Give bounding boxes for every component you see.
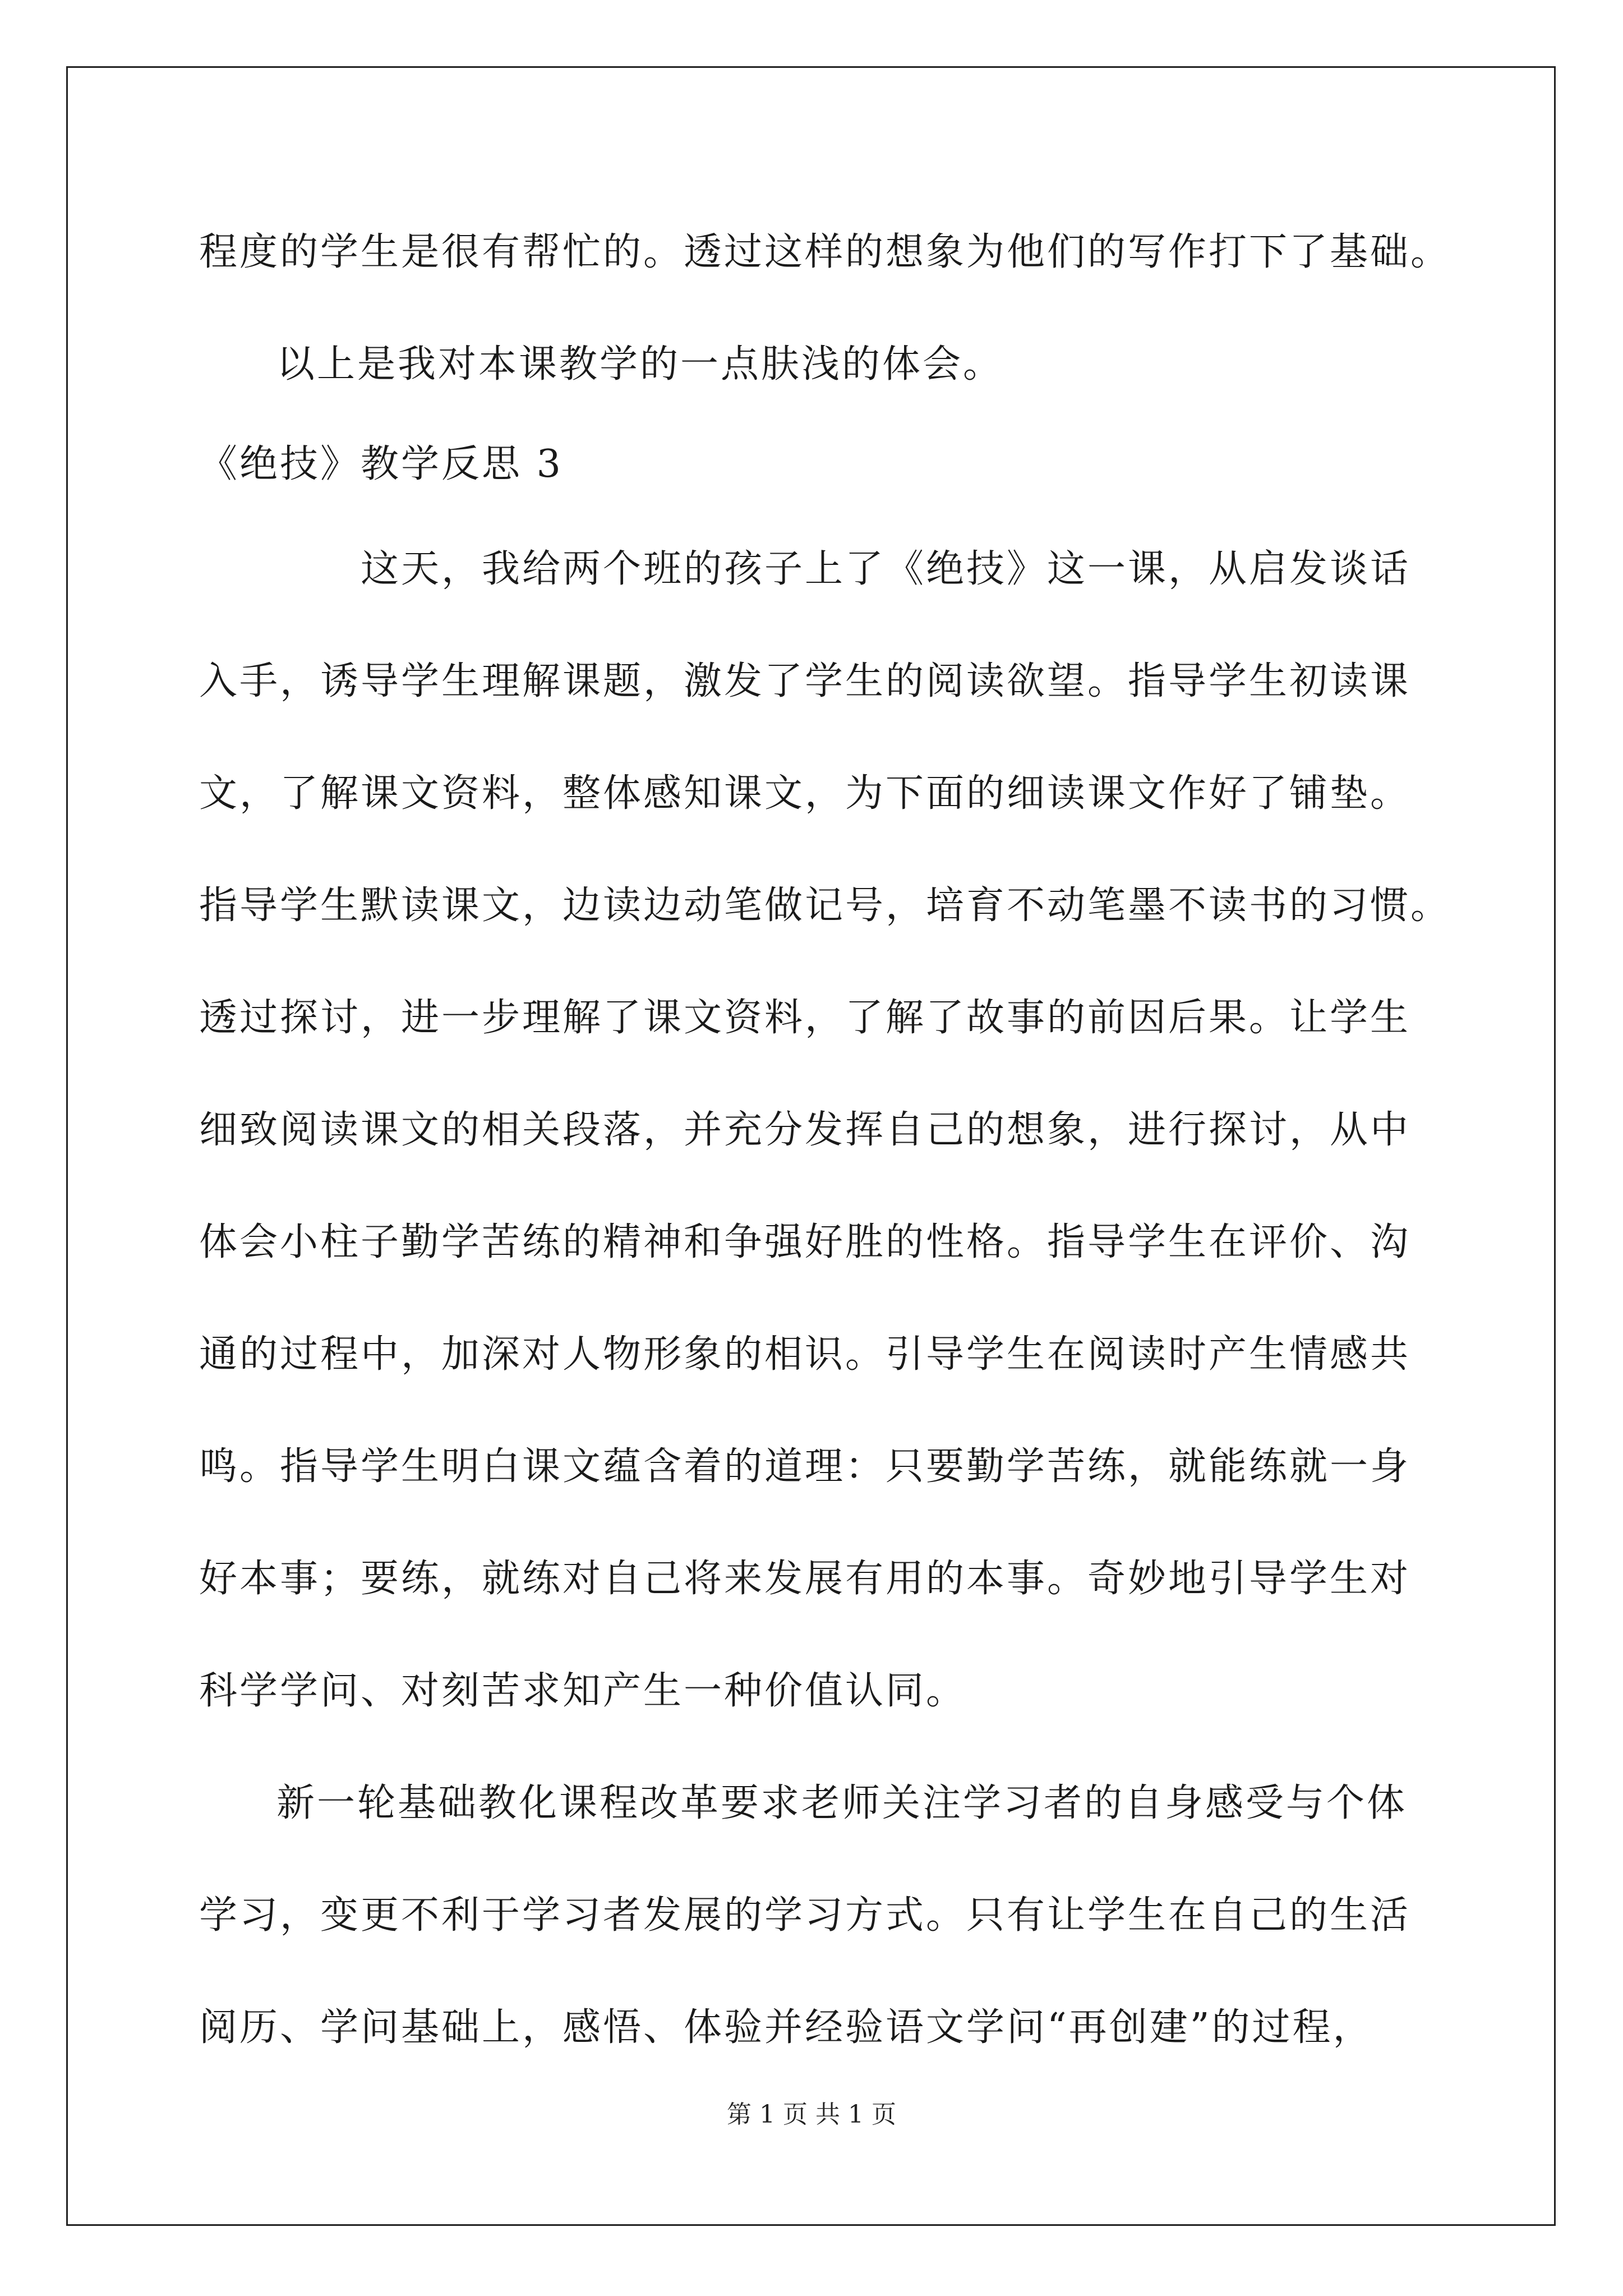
body-line-14: 科学学问、对刻苦求知产生一种价值认同。 <box>199 1669 967 1713</box>
body-line-10: 体会小柱子勤学苦练的精神和争强好胜的性格。指导学生在评价、沟 <box>199 1220 1411 1264</box>
section-heading: 《绝技》教学反思 3 <box>199 442 563 486</box>
body-line-6: 文，了解课文资料，整体感知课文，为下面的细读课文作好了铺垫。 <box>199 771 1411 816</box>
body-line-15: 新一轮基础教化课程改革要求老师关注学习者的自身感受与个体 <box>276 1781 1408 1825</box>
body-line-17: 阅历、学问基础上，感悟、体验并经验语文学问“再创建”的过程， <box>199 2005 1373 2050</box>
body-line-9: 细致阅读课文的相关段落，并充分发挥自己的想象，进行探讨，从中 <box>199 1108 1411 1152</box>
body-line-13: 好本事；要练，就练对自己将来发展有用的本事。奇妙地引导学生对 <box>199 1557 1411 1601</box>
body-line-7: 指导学生默读课文，边读边动笔做记号，培育不动笔墨不读书的习惯。 <box>199 884 1451 928</box>
body-line-12: 鸣。指导学生明白课文蕴含着的道理：只要勤学苦练，就能练就一身 <box>199 1444 1411 1489</box>
body-line-1: 程度的学生是很有帮忙的。透过这样的想象为他们的写作打下了基础。 <box>199 230 1451 274</box>
body-line-8: 透过探讨，进一步理解了课文资料，了解了故事的前因后果。让学生 <box>199 996 1411 1040</box>
body-line-2: 以上是我对本课教学的一点肤浅的体会。 <box>276 342 1004 386</box>
body-line-16: 学习，变更不利于学习者发展的学习方式。只有让学生在自己的生活 <box>199 1893 1411 1938</box>
body-line-11: 通的过程中，加深对人物形象的相识。引导学生在阅读时产生情感共 <box>199 1332 1411 1377</box>
body-line-5: 入手，诱导学生理解课题，激发了学生的阅读欲望。指导学生初读课 <box>199 659 1411 703</box>
body-line-4: 这天，我给两个班的孩子上了《绝技》这一课，从启发谈话 <box>361 547 1411 591</box>
page-footer: 第 1 页 共 1 页 <box>727 2100 896 2129</box>
